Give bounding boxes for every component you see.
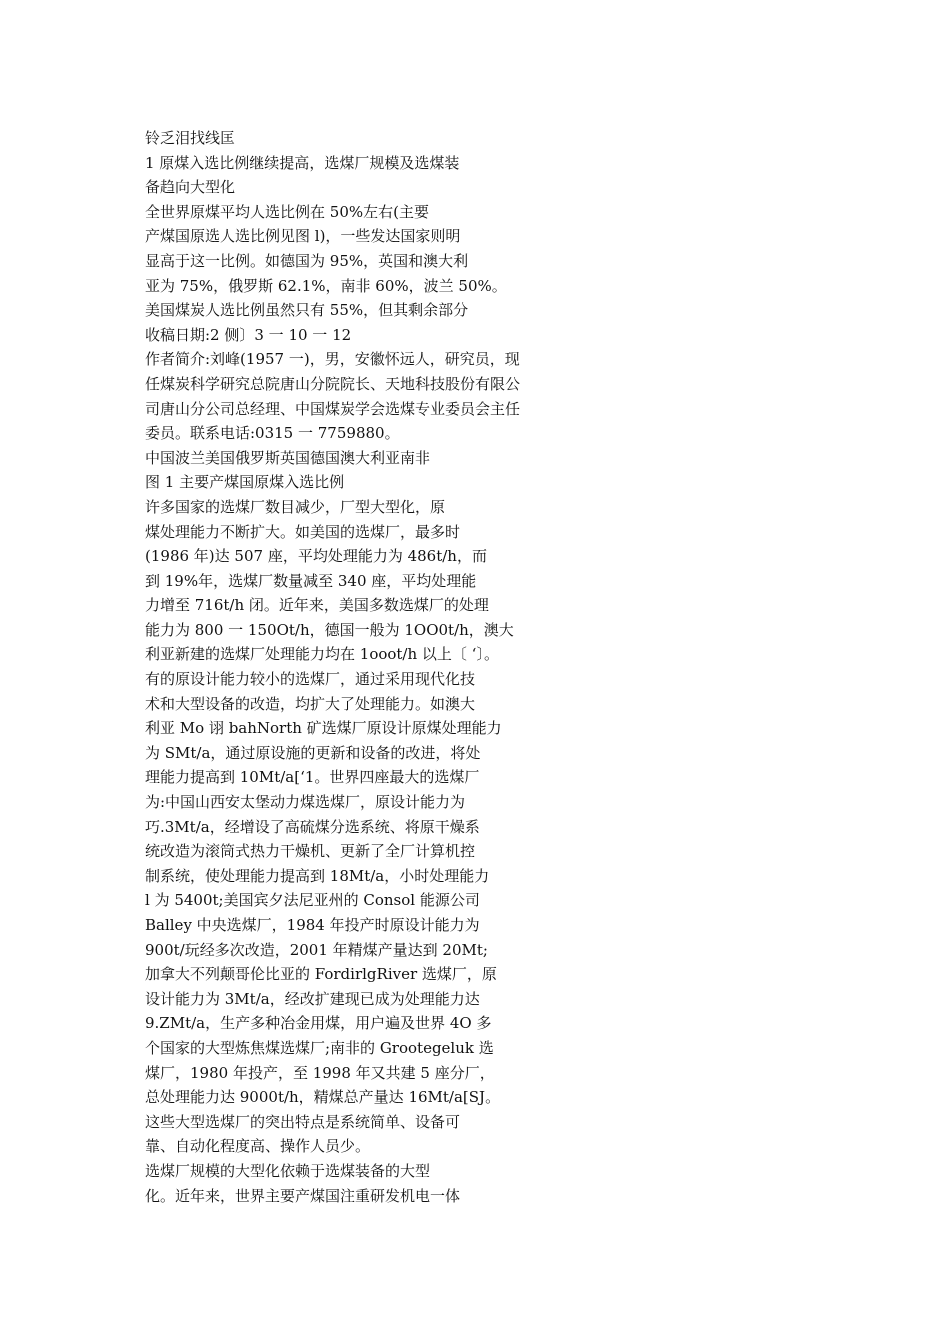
paragraph-line: 化。近年来，世界主要产煤国注重研发机电一体: [145, 1186, 461, 1205]
paragraph-line: 显高于这一比例。如德国为 95%，英国和澳大利: [145, 251, 469, 270]
section-heading-line-1: 1 原煤入选比例继续提高，选煤厂规模及选煤装: [145, 153, 460, 172]
paragraph-line: 力增至 716t/h 闭。近年来，美国多数选煤厂的处理: [145, 596, 489, 615]
paragraph-line: 个国家的大型炼焦煤选煤厂;南非的 Grootegeluk 选: [145, 1038, 494, 1057]
header-line: 铃乏泪找线匡: [145, 129, 236, 147]
paragraph-line: (1986 年)达 507 座，平均处理能力为 486t/h，而: [145, 547, 487, 566]
paragraph-line: 统改造为滚筒式热力干燥机、更新了全厂计算机控: [145, 842, 476, 861]
paragraph-line: 加拿大不列颠哥伦比亚的 FordirlgRiver 选煤厂，原: [145, 965, 497, 984]
paragraph-line: 到 19%年，选煤厂数量减至 340 座，平均处理能: [145, 571, 477, 590]
paragraph-line: 许多国家的选煤厂数目减少，厂型大型化，原: [145, 497, 446, 516]
author-bio-line: 任煤炭科学研究总院唐山分院院长、天地科技股份有限公: [145, 374, 521, 393]
paragraph-line: 巧.3Mt/a，经增设了高硫煤分选系统、将原干燥系: [145, 817, 480, 836]
paragraph-line: 煤处理能力不断扩大。如美国的选煤厂，最多时: [145, 522, 461, 541]
paragraph-line: 总处理能力达 9000t/h，精煤总产量达 16Mt/a[SJ。: [145, 1088, 501, 1107]
paragraph-line: 900t/玩经多次改造，2001 年精煤产量达到 20Mt;: [145, 940, 488, 959]
paragraph-line: 全世界原煤平均人选比例在 50%左右(主要: [145, 202, 429, 221]
paragraph-line: 9.ZMt/a，生产多种冶金用煤，用户遍及世界 4O 多: [145, 1014, 492, 1033]
received-date-line: 收稿日期:2 侧〕3 一 10 一 12: [145, 325, 352, 344]
paragraph-line: 靠、自动化程度高、操作人员少。: [145, 1137, 371, 1156]
figure-axis-labels-line: 中国波兰美国俄罗斯英国德国澳大利亚南非: [145, 448, 431, 467]
paragraph-line: 为:中国山西安太堡动力煤选煤厂，原设计能力为: [145, 793, 466, 812]
author-bio-line: 司唐山分公司总经理、中国煤炭学会选煤专业委员会主任: [145, 399, 521, 418]
paragraph-line: 利亚新建的选煤厂处理能力均在 1ooot/h 以上〔 ‘〕。: [145, 645, 499, 664]
figure-caption-line: 图 1 主要产煤国原煤入选比例: [145, 473, 345, 492]
author-bio-line: 委员。联系电话:0315 一 7759880。: [145, 424, 400, 443]
paragraph-line: 煤厂，1980 年投产，至 1998 年又共建 5 座分厂，: [145, 1063, 495, 1082]
author-bio-line: 作者简介:刘峰(1957 一)，男，安徽怀远人，研究员，现: [145, 350, 520, 369]
paragraph-line: 理能力提高到 10Mt/a[‘1。世界四座最大的选煤厂: [145, 768, 480, 787]
paragraph-line: l 为 5400t;美国宾夕法尼亚州的 Consol 能源公司: [145, 891, 480, 910]
paragraph-line: 产煤国原选人选比例见图 l)，一些发达国家则明: [145, 227, 461, 246]
section-heading-line-2: 备趋向大型化: [145, 178, 236, 197]
paragraph-line: 美国煤炭人选比例虽然只有 55%，但其剩余部分: [145, 301, 469, 320]
paragraph-line: 这些大型选煤厂的突出特点是系统简单、设备可: [145, 1112, 461, 1131]
paragraph-line: 能力为 800 一 150Ot/h，德国一般为 1OO0t/h，澳大: [145, 620, 514, 639]
paragraph-line: 术和大型设备的改造，均扩大了处理能力。如澳大: [145, 694, 476, 713]
paragraph-line: 有的原设计能力较小的选煤厂，通过采用现代化技: [145, 670, 476, 689]
paragraph-line: 制系统，使处理能力提高到 18Mt/a，小时处理能力: [145, 866, 490, 885]
paragraph-line: 选煤厂规模的大型化依赖于选煤装备的大型: [145, 1161, 431, 1180]
document-text-body: [145, 126, 575, 1208]
paragraph-line: 设计能力为 3Mt/a，经改扩建现已成为处理能力达: [145, 989, 480, 1008]
paragraph-line: Balley 中央选煤厂，1984 年投产时原设计能力为: [145, 916, 480, 934]
paragraph-line: 亚为 75%，俄罗斯 62.1%，南非 60%，波兰 50%。: [145, 276, 507, 295]
paragraph-line: 利亚 Mo 诩 bahNorth 矿选煤厂原设计原煤处理能力: [145, 719, 502, 738]
paragraph-line: 为 SMt/a，通过原设施的更新和设备的改进，将处: [145, 743, 481, 762]
